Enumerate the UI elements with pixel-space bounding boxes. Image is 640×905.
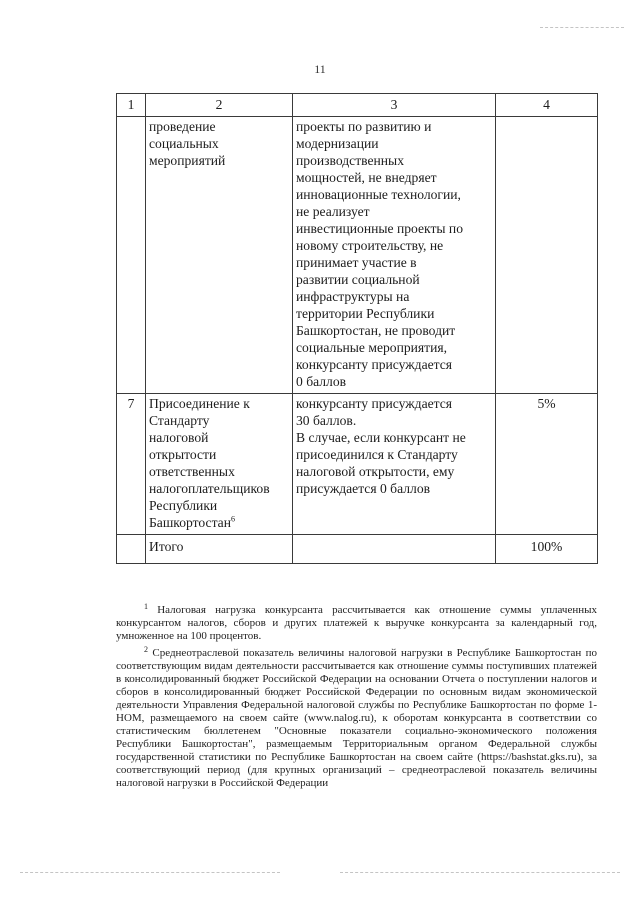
header-cell-1: 1	[117, 94, 146, 117]
scan-artifact-top	[540, 27, 624, 28]
table-header-row	[117, 94, 598, 117]
footnotes	[116, 600, 597, 790]
total-description	[293, 535, 496, 564]
row-number	[117, 117, 146, 394]
criterion-text: Присоединение к Стандарту налоговой открытости ответственных налогоплательщиков Республики Башкортостан	[149, 396, 270, 530]
footnote-1	[116, 600, 597, 643]
total-number	[117, 535, 146, 564]
scan-artifact-bottom-right	[340, 872, 620, 873]
weight-cell: 5%	[496, 394, 598, 535]
footnote-text: Среднеотраслевой показатель величины налоговой нагрузки в Республике Башкортостан по соответствующим видам деятельности рассчитывается как отношение суммы поступивших платежей в консолидированный бюджет Российской Федерации на основании Отчета о поступлении налогов и сборов в консолидированный бюджет Российской Федерации по основным видам экономической деятельности Управления Федеральной налоговой службы по Республике Башкортостан по форме 1-НОМ, размещаемого на своем сайте (www.nalog.ru), к оборотам конкурсанта в соответствии со статистическим бюллетенем "Основные показатели социально-экономического положения Республики Башкортостан", размещаемым Территориальным органом Федеральной службы государственной статистики по Республике Башкортостан на своем сайте (https://bashstat.gks.ru), за соответствующий период (для крупных организаций – среднеотраслевой показатель величины налоговой нагрузки в Российской Федерации	[116, 647, 597, 789]
header-cell-2: 2	[146, 94, 293, 117]
row-number: 7	[117, 394, 146, 535]
total-weight: 100%	[496, 535, 598, 564]
weight-cell	[496, 117, 598, 394]
table-row	[117, 394, 598, 535]
footnote-2	[116, 643, 597, 790]
criterion-cell	[146, 394, 293, 535]
criteria-table	[116, 93, 598, 564]
footnote-text: Налоговая нагрузка конкурсанта рассчитывается как отношение суммы уплаченных конкурсантом налогов, сборов и других платежей к выручке конкурсанта за календарный год, умноженное на 100 процентов.	[116, 604, 598, 642]
description-cell: конкурсанту присуждается 30 баллов. В случае, если конкурсант не присоединился к Стандарту налоговой открытости, ему присуждается 0 баллов	[293, 394, 496, 535]
table-row	[117, 117, 598, 394]
total-label: Итого	[146, 535, 293, 564]
footnote-mark: 2	[144, 645, 148, 654]
criterion-text: проведение социальных мероприятий	[149, 119, 226, 168]
header-cell-3: 3	[293, 94, 496, 117]
table-total-row	[117, 535, 598, 564]
footnote-mark: 1	[144, 602, 148, 611]
header-cell-4: 4	[496, 94, 598, 117]
footnote-ref: 6	[230, 514, 235, 524]
description-cell: проекты по развитию и модернизации производственных мощностей, не внедряет инновационные технологии, не реализует инвестиционные проекты по новому строительству, не принимает участие в развитии социальной инфраструктуры на территории Республики Башкортостан, не проводит социальные мероприятия, конкурсанту присуждается 0 баллов	[293, 117, 496, 394]
scan-artifact-bottom-left	[20, 872, 280, 873]
criterion-cell	[146, 117, 293, 394]
page-number: 11	[314, 62, 326, 76]
